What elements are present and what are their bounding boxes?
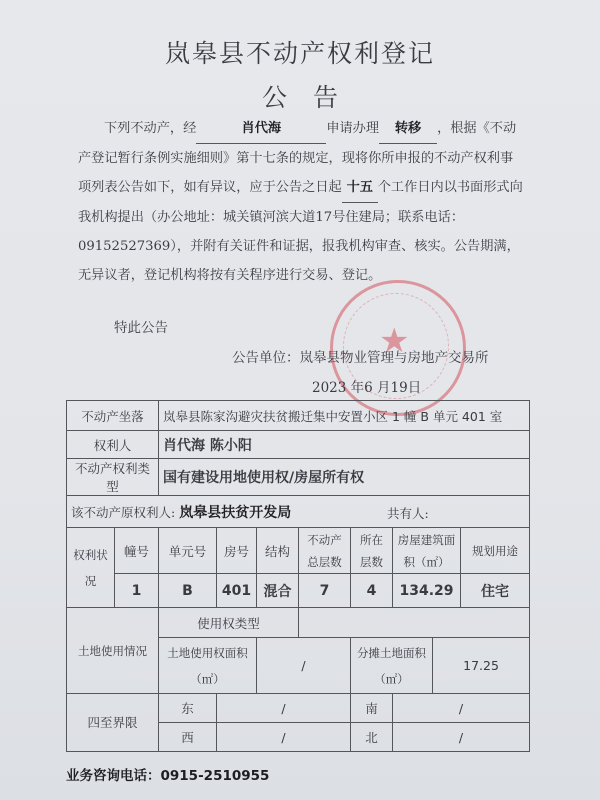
value-building: 1	[115, 574, 159, 608]
co-owner-label: 共有人:	[387, 506, 429, 521]
land-area-value: /	[257, 638, 351, 694]
use-type-label: 使用权类型	[159, 608, 299, 638]
original-owner-value: 岚皋县扶贫开发局	[179, 504, 292, 521]
right-type-value: 国有建设用地使用权/房屋所有权	[159, 459, 530, 496]
header-floor: 所在层数	[351, 528, 393, 574]
south-value: /	[393, 694, 530, 723]
owner-value: 肖代海 陈小阳	[159, 431, 530, 459]
land-area-label: 土地使用权面积（㎡）	[159, 638, 257, 694]
body-text-3: ，根据《不动产登记暂行条例实施细则》第十七条的规定，现将你所申报的不动产权利事项列表公告如下，如有异议，应于公告之日起	[78, 121, 517, 195]
body-text-1: 下列不动产，经	[104, 121, 197, 136]
notice-date: 2023 年6 月19日	[312, 380, 422, 396]
north-label: 北	[351, 723, 393, 752]
owner-label: 权利人	[67, 431, 159, 459]
value-purpose: 住宅	[461, 574, 530, 608]
objection-days: 十五	[342, 173, 378, 203]
header-area: 房屋建筑面积（㎡）	[393, 528, 461, 574]
south-label: 南	[351, 694, 393, 723]
body-text-2: 申请办理	[326, 121, 380, 136]
notice-body	[78, 114, 526, 290]
issuer: 公告单位：岚皋县物业管理与房地产交易所	[232, 350, 489, 366]
property-table	[66, 400, 530, 752]
applicant-name: 肖代海	[196, 114, 326, 144]
seal-star-icon: ★	[379, 321, 410, 361]
body-text-4: 个工作日内以书面形式向我机构提出（办公地址：城关镇河滨大道17号住建局；联系电话：09152527369），并附有关证件和证据，报我机构审查、核实。公告期满，无异议者，登记机构将按有关程序进行交易、登记。	[78, 180, 523, 283]
original-owner-row	[67, 496, 530, 528]
value-structure: 混合	[257, 574, 299, 608]
rights-status-label: 权利状况	[67, 528, 115, 608]
notice-subtitle: 公告	[261, 83, 364, 112]
boundary-label: 四至界限	[67, 694, 159, 752]
value-room: 401	[217, 574, 257, 608]
north-value: /	[393, 723, 530, 752]
west-label: 西	[159, 723, 217, 752]
consult-phone: 业务咨询电话：0915-2510955	[66, 768, 270, 784]
header-building: 幢号	[115, 528, 159, 574]
right-type-label: 不动产权利类型	[67, 459, 159, 496]
land-use-label: 土地使用情况	[67, 608, 159, 694]
action-type: 转移	[379, 114, 437, 144]
east-label: 东	[159, 694, 217, 723]
header-room: 房号	[217, 528, 257, 574]
west-value: /	[217, 723, 351, 752]
header-unit: 单元号	[159, 528, 217, 574]
value-unit: B	[159, 574, 217, 608]
value-area: 134.29	[393, 574, 461, 608]
location-value: 岚皋县陈家沟避灾扶贫搬迁集中安置小区 1 幢 B 单元 401 室	[159, 401, 530, 431]
use-type-value	[299, 608, 530, 638]
east-value: /	[217, 694, 351, 723]
special-notice: 特此公告	[114, 320, 168, 336]
header-purpose: 规划用途	[461, 528, 530, 574]
location-label: 不动产坐落	[67, 401, 159, 431]
value-floor: 4	[351, 574, 393, 608]
shared-area-label: 分摊土地面积（㎡）	[351, 638, 433, 694]
original-owner-label: 该不动产原权利人:	[71, 504, 176, 520]
header-structure: 结构	[257, 528, 299, 574]
value-total-floors: 7	[299, 574, 351, 608]
shared-area-value: 17.25	[433, 638, 530, 694]
header-total-floors: 不动产总层数	[299, 528, 351, 574]
notice-title: 岚皋县不动产权利登记	[164, 39, 435, 68]
